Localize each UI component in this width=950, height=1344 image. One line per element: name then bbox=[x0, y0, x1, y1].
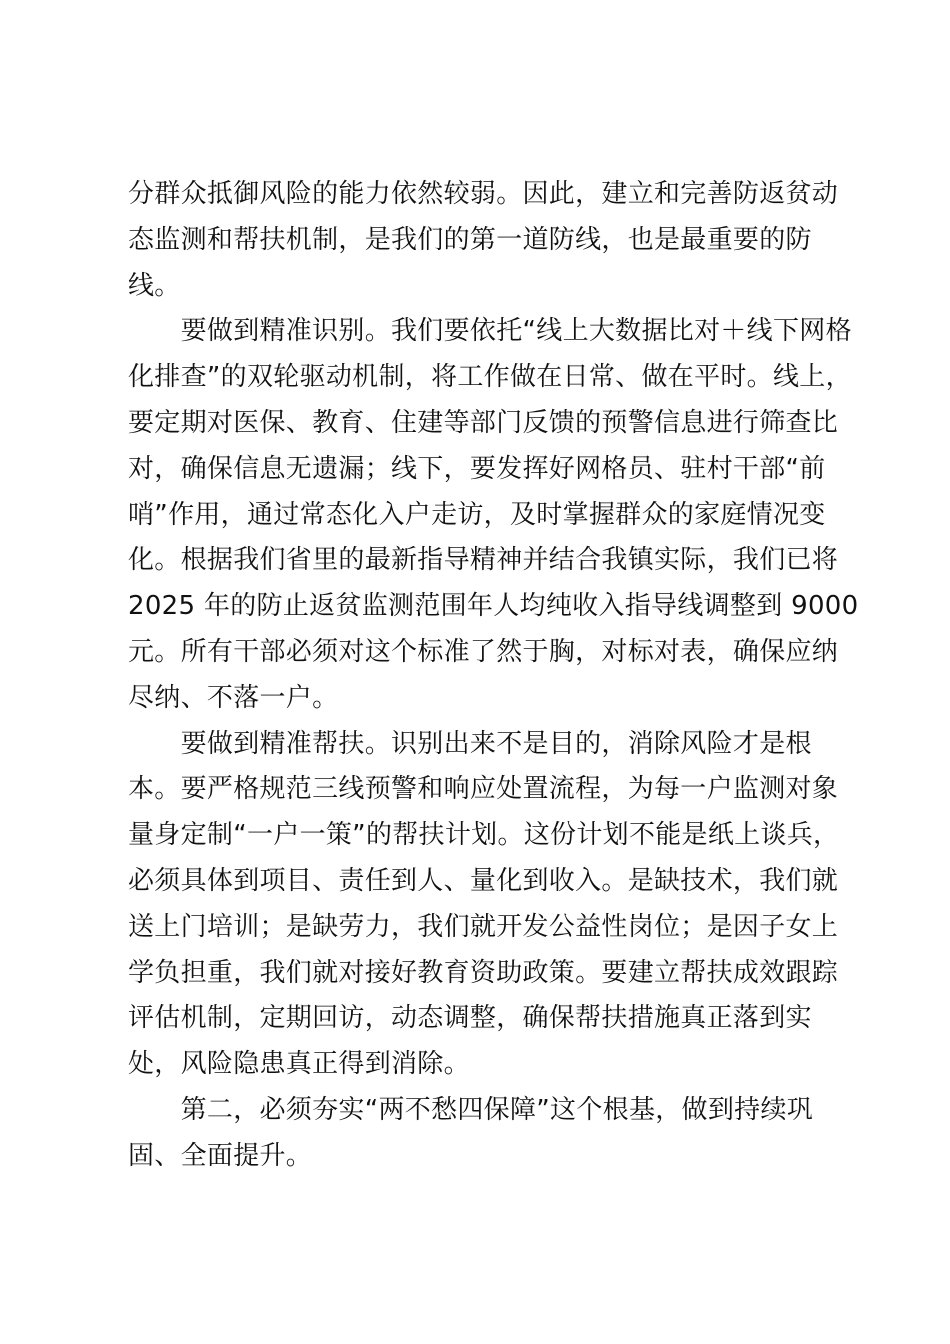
paragraph bbox=[128, 309, 859, 721]
text-line: 元。所有干部必须对这个标准了然于胸，对标对表，确保应纳 bbox=[128, 636, 839, 667]
text-line: 第二，必须夯实“两不愁四保障”这个根基，做到持续巩 bbox=[128, 1094, 814, 1125]
text-line: 化排查”的双轮驱动机制，将工作做在日常、做在平时。线上， bbox=[128, 362, 852, 393]
text-line: 量身定制“一户一策”的帮扶计划。这份计划不能是纸上谈兵， bbox=[128, 820, 840, 851]
text-line: 评估机制，定期回访，动态调整，确保帮扶措施真正落到实 bbox=[128, 1003, 812, 1034]
text-line: 化。根据我们省里的最新指导精神并结合我镇实际，我们已将 bbox=[128, 545, 839, 576]
text-line: 要做到精准识别。我们要依托“线上大数据比对＋线下网格 bbox=[128, 316, 852, 347]
text-line: 态监测和帮扶机制，是我们的第一道防线，也是最重要的防 bbox=[128, 224, 812, 255]
text-line: 线。 bbox=[128, 270, 181, 301]
text-line: 尽纳、不落一户。 bbox=[128, 682, 339, 713]
text-line: 对，确保信息无遗漏；线下，要发挥好网格员、驻村干部“前 bbox=[128, 453, 826, 484]
text-line: 分群众抵御风险的能力依然较弱。因此，建立和完善防返贫动 bbox=[128, 179, 839, 209]
text-line: 送上门培训；是缺劳力，我们就开发公益性岗位；是因子女上 bbox=[128, 911, 839, 942]
paragraph bbox=[128, 722, 840, 1088]
paragraph bbox=[128, 172, 839, 309]
text-line: 2025 年的防止返贫监测范围年人均纯收入指导线调整到 9000 bbox=[128, 591, 859, 622]
text-line: 本。要严格规范三线预警和响应处置流程，为每一户监测对象 bbox=[128, 774, 839, 805]
text-line: 哨”作用，通过常态化入户走访，及时掌握群众的家庭情况变 bbox=[128, 499, 826, 530]
text-line: 处，风险隐患真正得到消除。 bbox=[128, 1049, 470, 1080]
text-line: 要定期对医保、教育、住建等部门反馈的预警信息进行筛查比 bbox=[128, 407, 839, 438]
text-line: 必须具体到项目、责任到人、量化到收入。是缺技术，我们就 bbox=[128, 865, 839, 896]
paragraph bbox=[128, 1088, 828, 1180]
text-line: 固、全面提升。 bbox=[128, 1140, 313, 1171]
text-line: 学负担重，我们就对接好教育资助政策。要建立帮扶成效跟踪 bbox=[128, 957, 839, 988]
text-line: 要做到精准帮扶。识别出来不是目的，消除风险才是根 bbox=[128, 728, 812, 759]
body-text bbox=[128, 172, 859, 1180]
